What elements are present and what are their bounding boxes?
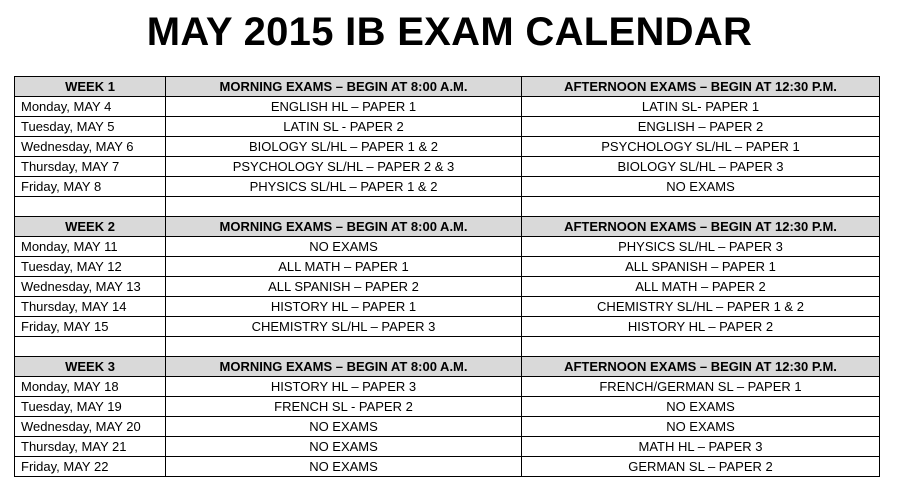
day-cell: Monday, MAY 11 <box>15 237 166 257</box>
day-cell: Friday, MAY 22 <box>15 457 166 477</box>
day-cell: Wednesday, MAY 13 <box>15 277 166 297</box>
afternoon-header: AFTERNOON EXAMS – BEGIN AT 12:30 P.M. <box>522 217 880 237</box>
afternoon-exam-cell: PHYSICS SL/HL – PAPER 3 <box>522 237 880 257</box>
empty-cell <box>166 337 522 357</box>
day-row <box>15 417 880 437</box>
morning-exam-cell: CHEMISTRY SL/HL – PAPER 3 <box>166 317 522 337</box>
day-row <box>15 297 880 317</box>
empty-cell <box>15 197 166 217</box>
morning-exam-cell: BIOLOGY SL/HL – PAPER 1 & 2 <box>166 137 522 157</box>
afternoon-exam-cell: GERMAN SL – PAPER 2 <box>522 457 880 477</box>
week-label: WEEK 1 <box>15 77 166 97</box>
morning-exam-cell: ALL SPANISH – PAPER 2 <box>166 277 522 297</box>
afternoon-header: AFTERNOON EXAMS – BEGIN AT 12:30 P.M. <box>522 357 880 377</box>
day-row <box>15 377 880 397</box>
spacer-row <box>15 337 880 357</box>
afternoon-header: AFTERNOON EXAMS – BEGIN AT 12:30 P.M. <box>522 77 880 97</box>
empty-cell <box>522 197 880 217</box>
morning-exam-cell: PSYCHOLOGY SL/HL – PAPER 2 & 3 <box>166 157 522 177</box>
afternoon-exam-cell: LATIN SL- PAPER 1 <box>522 97 880 117</box>
day-cell: Friday, MAY 15 <box>15 317 166 337</box>
day-row <box>15 177 880 197</box>
day-row <box>15 237 880 257</box>
afternoon-exam-cell: CHEMISTRY SL/HL – PAPER 1 & 2 <box>522 297 880 317</box>
morning-exam-cell: NO EXAMS <box>166 437 522 457</box>
afternoon-exam-cell: NO EXAMS <box>522 417 880 437</box>
week-header-row <box>15 77 880 97</box>
morning-exam-cell: HISTORY HL – PAPER 1 <box>166 297 522 317</box>
day-cell: Monday, MAY 4 <box>15 97 166 117</box>
day-row <box>15 97 880 117</box>
day-cell: Wednesday, MAY 6 <box>15 137 166 157</box>
day-cell: Thursday, MAY 21 <box>15 437 166 457</box>
day-row <box>15 277 880 297</box>
afternoon-exam-cell: MATH HL – PAPER 3 <box>522 437 880 457</box>
day-row <box>15 317 880 337</box>
morning-exam-cell: ENGLISH HL – PAPER 1 <box>166 97 522 117</box>
morning-header: MORNING EXAMS – BEGIN AT 8:00 A.M. <box>166 77 522 97</box>
morning-exam-cell: LATIN SL - PAPER 2 <box>166 117 522 137</box>
morning-header: MORNING EXAMS – BEGIN AT 8:00 A.M. <box>166 357 522 377</box>
empty-cell <box>166 197 522 217</box>
empty-cell <box>522 337 880 357</box>
page-title: MAY 2015 IB EXAM CALENDAR <box>146 10 753 54</box>
day-row <box>15 457 880 477</box>
afternoon-exam-cell: NO EXAMS <box>522 397 880 417</box>
day-row <box>15 137 880 157</box>
day-row <box>15 437 880 457</box>
day-row <box>15 397 880 417</box>
afternoon-exam-cell: HISTORY HL – PAPER 2 <box>522 317 880 337</box>
week-header-row <box>15 217 880 237</box>
morning-exam-cell: FRENCH SL - PAPER 2 <box>166 397 522 417</box>
afternoon-exam-cell: ENGLISH – PAPER 2 <box>522 117 880 137</box>
afternoon-exam-cell: NO EXAMS <box>522 177 880 197</box>
day-cell: Thursday, MAY 14 <box>15 297 166 317</box>
morning-exam-cell: NO EXAMS <box>166 417 522 437</box>
day-row <box>15 257 880 277</box>
day-cell: Tuesday, MAY 12 <box>15 257 166 277</box>
morning-exam-cell: NO EXAMS <box>166 237 522 257</box>
day-row <box>15 117 880 137</box>
day-cell: Monday, MAY 18 <box>15 377 166 397</box>
afternoon-exam-cell: ALL MATH – PAPER 2 <box>522 277 880 297</box>
morning-exam-cell: ALL MATH – PAPER 1 <box>166 257 522 277</box>
exam-calendar-table <box>14 76 880 477</box>
day-cell: Tuesday, MAY 5 <box>15 117 166 137</box>
week-label: WEEK 2 <box>15 217 166 237</box>
morning-exam-cell: PHYSICS SL/HL – PAPER 1 & 2 <box>166 177 522 197</box>
afternoon-exam-cell: PSYCHOLOGY SL/HL – PAPER 1 <box>522 137 880 157</box>
afternoon-exam-cell: BIOLOGY SL/HL – PAPER 3 <box>522 157 880 177</box>
empty-cell <box>15 337 166 357</box>
day-row <box>15 157 880 177</box>
morning-exam-cell: HISTORY HL – PAPER 3 <box>166 377 522 397</box>
morning-header: MORNING EXAMS – BEGIN AT 8:00 A.M. <box>166 217 522 237</box>
day-cell: Wednesday, MAY 20 <box>15 417 166 437</box>
spacer-row <box>15 197 880 217</box>
day-cell: Friday, MAY 8 <box>15 177 166 197</box>
day-cell: Tuesday, MAY 19 <box>15 397 166 417</box>
afternoon-exam-cell: ALL SPANISH – PAPER 1 <box>522 257 880 277</box>
week-header-row <box>15 357 880 377</box>
afternoon-exam-cell: FRENCH/GERMAN SL – PAPER 1 <box>522 377 880 397</box>
week-label: WEEK 3 <box>15 357 166 377</box>
day-cell: Thursday, MAY 7 <box>15 157 166 177</box>
morning-exam-cell: NO EXAMS <box>166 457 522 477</box>
